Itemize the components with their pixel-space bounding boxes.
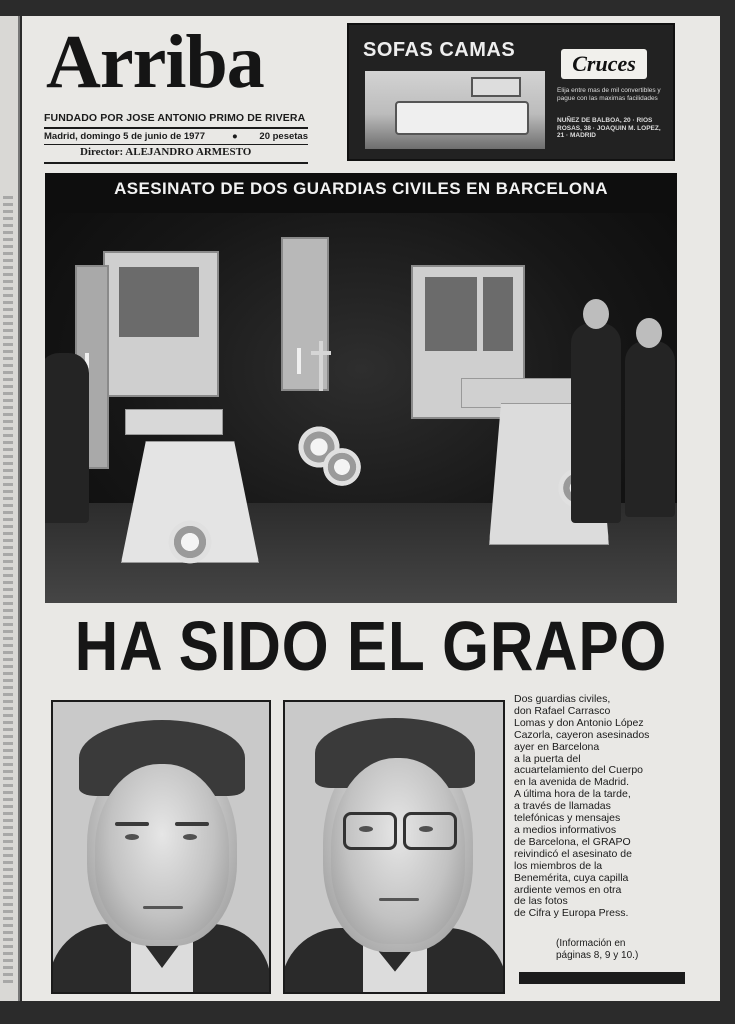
article-line: Dos guardias civiles, — [514, 693, 611, 705]
icon-panel — [425, 277, 477, 351]
folding-screen-left — [103, 251, 219, 397]
previous-page-edge — [0, 16, 20, 1001]
article-line: Benemérita, cuya capilla — [514, 871, 629, 884]
honor-guard-person — [571, 323, 621, 523]
crucifix-icon — [311, 341, 331, 391]
portrait-brow — [175, 822, 209, 826]
portrait-face-inner — [331, 758, 465, 944]
article-line: en la avenida de Madrid. — [514, 776, 629, 789]
portrait-eye — [359, 826, 373, 832]
director-line: Director: ALEJANDRO ARMESTO — [80, 146, 252, 158]
article-body — [514, 693, 682, 961]
portrait-antonio-lopez — [283, 700, 505, 994]
portrait-mouth — [143, 906, 183, 909]
flower-wreath — [320, 445, 364, 489]
article-bottom-bar — [519, 972, 685, 984]
masthead — [44, 20, 312, 170]
coffin-lid — [125, 409, 223, 435]
main-headline: HA SIDO EL GRAPO — [74, 607, 668, 685]
portrait-eye — [419, 826, 433, 832]
dateline — [44, 131, 308, 142]
article-line: Cazorla, cayeron asesinados — [514, 728, 650, 741]
candle — [297, 348, 301, 374]
portrait-brow — [115, 822, 149, 826]
masthead-rule — [44, 162, 308, 164]
previous-page-text-texture — [3, 196, 13, 986]
page-reference-line: páginas 8, 9 y 10.) — [556, 950, 639, 961]
article-line: de Barcelona, el GRAPO — [514, 835, 631, 848]
article-line: don Rafael Carrasco — [514, 704, 611, 717]
honor-guard-head — [583, 299, 609, 329]
article-line: los miembros de la — [514, 859, 603, 872]
crucifix-vertical — [319, 341, 323, 391]
article-line: ardiente vemos en otra — [514, 883, 622, 896]
ad-brand-logo: Cruces — [561, 49, 647, 79]
portrait-eye — [183, 834, 197, 840]
icon-panel — [483, 277, 513, 351]
ad-sofa-photo — [365, 71, 545, 149]
page-reference-line: (Información en — [556, 938, 626, 949]
ad-title: SOFAS CAMAS — [363, 39, 516, 61]
masthead-rule — [44, 127, 308, 129]
issue-price: 20 pesetas — [259, 131, 308, 142]
portrait-face-inner — [95, 764, 229, 940]
mourner-person — [45, 353, 89, 523]
ad-tagline: Elija entre mas de mil convertibles y pague con las maximas facilidades — [557, 87, 661, 102]
article-line: Lomas y don Antonio López — [514, 716, 644, 729]
ad-couch — [395, 101, 529, 135]
ad-wall-frame — [471, 77, 521, 97]
article-line: a medios informativos — [514, 823, 617, 836]
article-line: telefónicas y mensajes — [514, 812, 621, 825]
page-reference — [556, 938, 686, 962]
newspaper-logo: Arriba — [46, 20, 264, 104]
article-line: a la puerta del — [514, 752, 581, 765]
main-photo — [45, 173, 677, 603]
newspaper-front-page — [22, 16, 720, 1001]
icon-panel — [119, 267, 199, 337]
portrait-mouth — [379, 898, 419, 901]
portrait-eye — [125, 834, 139, 840]
founded-by-line: FUNDADO POR JOSE ANTONIO PRIMO DE RIVERA — [44, 112, 306, 124]
ad-address: NUÑEZ DE BALBOA, 20 · RIOS ROSAS, 38 · JOAQUIN M. LOPEZ, 21 · MADRID — [557, 117, 661, 139]
article-line: ayer en Barcelona — [514, 740, 600, 753]
article-line: reivindicó el asesinato de — [514, 847, 632, 860]
honor-guard-person — [625, 341, 675, 517]
article-line: acuartelamiento del Cuerpo — [514, 764, 643, 777]
article-line: de Cifra y Europa Press. — [514, 907, 629, 920]
issue-date: Madrid, domingo 5 de junio de 1977 — [44, 131, 205, 142]
article-line: a través de llamadas — [514, 800, 611, 813]
honor-guard-head — [636, 318, 662, 348]
article-line: A última hora de la tarde, — [514, 788, 631, 801]
sofa-advertisement — [347, 23, 675, 161]
crucifix-horizontal — [311, 351, 331, 355]
dateline-separator: ● — [232, 131, 238, 142]
photo-caption: ASESINATO DE DOS GUARDIAS CIVILES EN BARCELONA — [114, 179, 608, 198]
flower-wreath — [165, 517, 215, 567]
masthead-rule — [44, 144, 308, 145]
portrait-rafael-carrasco — [51, 700, 271, 994]
article-line: de las fotos — [514, 895, 568, 908]
